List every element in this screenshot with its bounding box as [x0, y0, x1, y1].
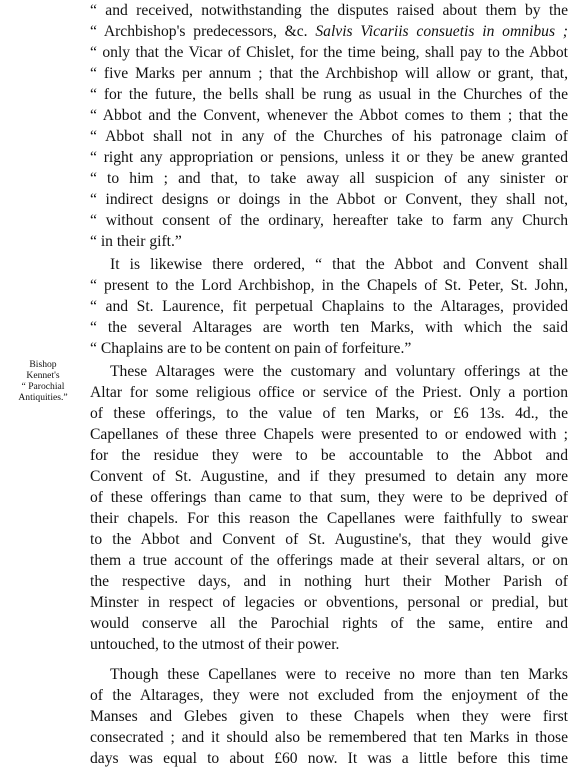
- text-line: “ for the future, the bells shall be rung as usual in the Churches of the: [90, 86, 568, 103]
- text-line: “ Chaplains are to be content on pain of forfeiture.”: [90, 340, 412, 357]
- paragraph-first-line: Though these Capellanes were to receive no more than ten Marks: [110, 666, 568, 683]
- text-line: “ and St. Laurence, fit perpetual Chaplains to the Altarages, provided: [90, 298, 568, 315]
- text-line: them a true account of the offerings made at their several altars, or on: [90, 552, 568, 569]
- text-line: “ Abbot and the Convent, whenever the Abbot comes to them ; that the: [90, 107, 568, 124]
- text-line: to the Abbot and Convent of St. Augustine's, that they would give: [90, 531, 568, 548]
- text-line: “ right any appropriation or pensions, unless it or they be anew granted: [90, 149, 568, 166]
- text-line: of the Altarages, they were not excluded from the enjoyment of the: [90, 687, 568, 704]
- margin-note: [0, 359, 86, 403]
- text-line: would conserve all the Parochial rights of the same, entire and: [90, 615, 568, 632]
- text-line: the respective days, and in nothing hurt their Mother Parish of: [90, 573, 568, 590]
- text-line: “ to him ; and that, to take away all suspicion of any sinister or: [90, 170, 568, 187]
- text-line: “ in their gift.”: [90, 233, 182, 250]
- paragraph-first-line: These Altarages were the customary and voluntary offerings at the: [110, 363, 568, 380]
- text-line: untouched, to the utmost of their power.: [90, 636, 340, 653]
- margin-note-line: Kennet's: [26, 370, 60, 381]
- text-line: “ the several Altarages are worth ten Marks, with which the said: [90, 319, 568, 336]
- margin-note-line: Antiquities.”: [18, 392, 68, 403]
- text-line: “ and received, notwithstanding the disputes raised about them by the: [90, 2, 568, 19]
- text-line: of these offerings than came to that sum, they were to be deprived of: [90, 489, 568, 506]
- text-line: Altar for some religious office or service of the Priest. Only a portion: [90, 384, 568, 401]
- text-line: for the residue they were to be accountable to the Abbot and: [90, 447, 568, 464]
- text-line: of these offerings, to the value of ten Marks, or £6 13s. 4d., the: [90, 405, 568, 422]
- text-line: [90, 21, 568, 42]
- text-line: Minster in respect of legacies or obventions, personal or predial, but: [90, 594, 568, 611]
- text-line: “ only that the Vicar of Chislet, for the time being, shall pay to the Abbot: [90, 44, 568, 61]
- text-line: their chapels. For this reason the Capellanes were faithfully to swear: [90, 510, 568, 527]
- paragraph-first-line: It is likewise there ordered, “ that the Abbot and Convent shall: [110, 256, 568, 273]
- text-line: “ Abbot shall not in any of the Churches of his patronage claim of: [90, 128, 568, 145]
- text-line: consecrated ; and it should also be remembered that ten Marks in those: [90, 729, 568, 746]
- italic-phrase: Salvis Vicariis consuetis in omnibus ;: [315, 23, 568, 40]
- margin-note-line: “ Parochial: [21, 381, 65, 392]
- text-line: Manses and Glebes given to these Chapels when they were first: [90, 708, 568, 725]
- text-line: “ five Marks per annum ; that the Archbishop will allow or grant, that,: [90, 65, 568, 82]
- text-line: Capellanes of these three Chapels were presented to or endowed with ;: [90, 426, 568, 443]
- margin-note-line: Bishop: [29, 359, 57, 370]
- text-line: days was equal to about £60 now. It was a little before this time: [90, 750, 568, 767]
- text-line: “ without consent of the ordinary, hereafter take to farm any Church: [90, 212, 568, 229]
- text-line: Convent of St. Augustine, and if they presumed to detain any more: [90, 468, 568, 485]
- text-line: “ indirect designs or doings in the Abbot or Convent, they shall not,: [90, 191, 568, 208]
- text-line: “ present to the Lord Archbishop, in the Chapels of St. Peter, St. John,: [90, 277, 568, 294]
- text-line-part: “ Archbishop's predecessors, &c.: [90, 23, 308, 40]
